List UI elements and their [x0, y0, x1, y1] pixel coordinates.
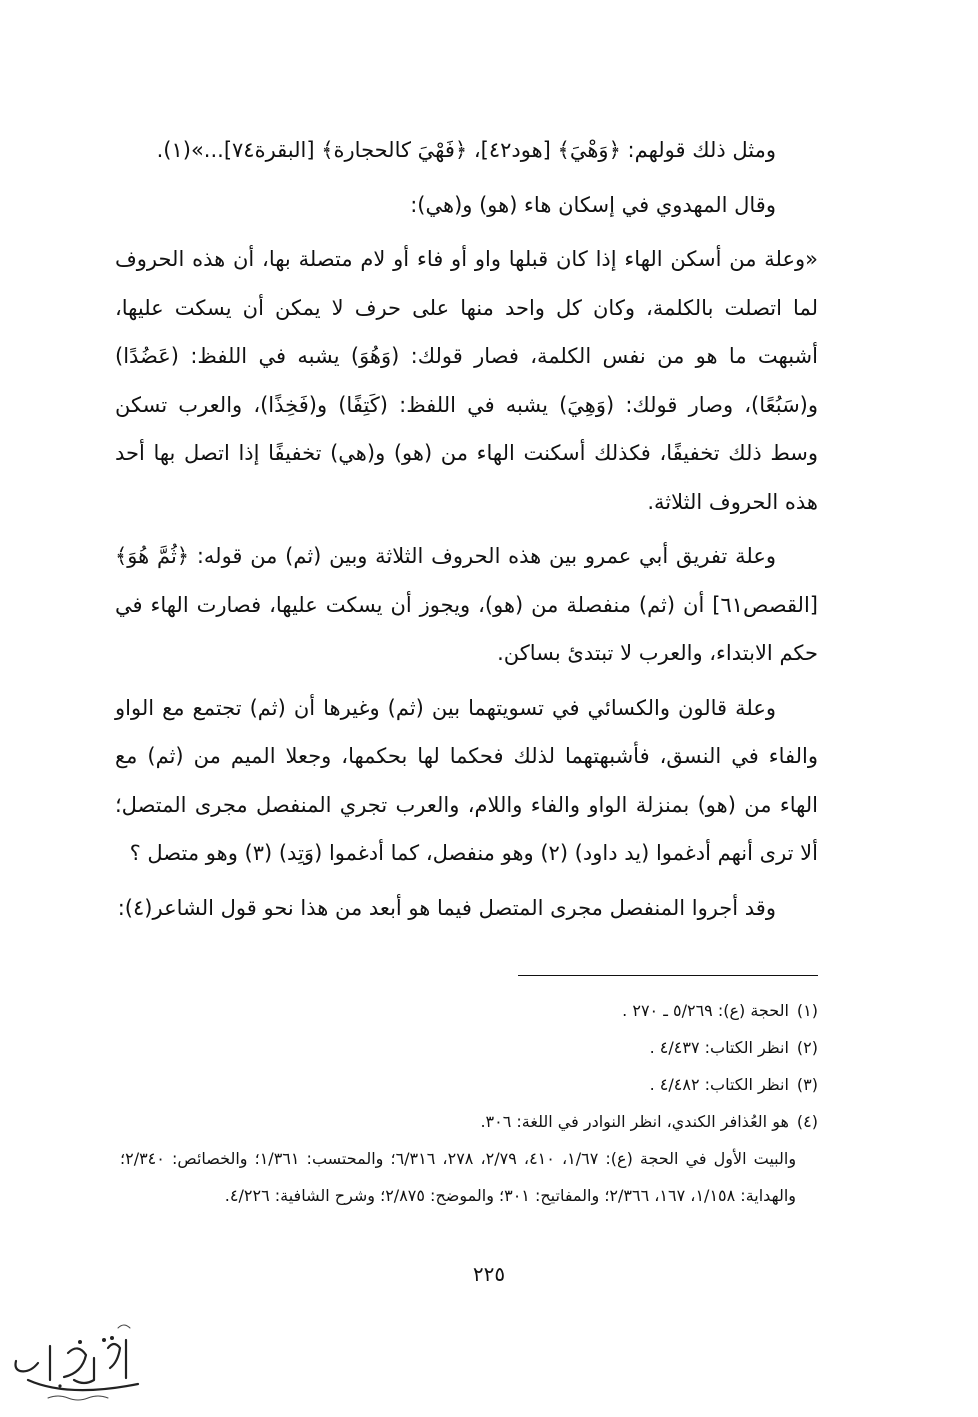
paragraph-1: ومثل ذلك قولهم: ﴿وَهْيَ﴾ [هود٤٢]، ﴿فَهْيَ كالحجارة﴾ [البقرة٧٤]...»(١).	[156, 138, 776, 162]
paragraph-2: وقال المهدوي في إسكان هاء (هو) و(هي):	[410, 192, 776, 217]
footnote-text: هو العُذافر الكندي، انظر النوادر في اللغة: ٣٠٦.	[480, 1112, 789, 1131]
footnote-4-continuation: والبيت الأول في الحجة (ع): ١/٦٧، ٤١٠، ٢/٧٩، ٢٧٨، ٦/٣١٦؛ والمحتسب: ١/٣٦١؛ والخصائص: ٢/٣٤٠؛ والهداية: ١/١٥٨، ١٦٧، ٢/٣٦٦؛ والمفاتيح: ٣٠١؛ والموضح: ٢/٨٧٥؛ وشرح الشافية: ٤/٢٢٦.	[120, 1149, 797, 1205]
footnote-number: (٤)	[796, 1112, 818, 1131]
footnote-1	[120, 992, 818, 1029]
footnote-text: الحجة (ع): ٥/٢٦٩ ـ ٢٧٠ .	[622, 1001, 789, 1020]
footnote-separator	[518, 975, 818, 976]
page-number: ٢٢٥	[472, 1262, 506, 1286]
paragraph-4: وعلة تفريق أبي عمرو بين هذه الحروف الثلاثة وبين (ثم) من قوله: ﴿ثُمَّ هُوَ﴾ [القصص٦١] أن (ثم) منفصلة من (هو)، ويجوز أن يسكت عليها، فصارت الهاء في حكم الابتداء، والعرب لا تبتدئ بساكن.	[115, 544, 818, 665]
footnote-number: (٣)	[796, 1075, 818, 1094]
paragraph-3-quote: «وعلة من أسكن الهاء إذا كان قبلها واو أو فاء أو لام متصلة بها، أن هذه الحروف لما اتصلت بالكلمة، وكان كل واحد منها على حرف لا يمكن أن يسكت عليها، أشبهت ما هو من نفس الكلمة، فصار قولك: (وَهُوَ) يشبه في اللفظ: (عَضُدًا) و(سَبُعًا)، وصار قولك: (وَهِيَ) يشبه في اللفظ: (كَتِفًا) و(فَخِذًا)، والعرب تسكن وسط ذلك تخفيفًا، فكذلك أسكنت الهاء من (هو) و(هي) تخفيفًا إذا اتصل بها أحد هذه الحروف الثلاثة.	[115, 247, 818, 514]
calligraphy-stamp-logo	[8, 1318, 158, 1413]
main-text	[115, 126, 818, 938]
footnote-number: (٢)	[796, 1038, 818, 1057]
paragraph-5: وعلة قالون والكسائي في تسويتهما بين (ثم) وغيرها أن (ثم) تجتمع مع الواو والفاء في النسق، فأشبهتهما لذلك فحكما لها بحكمها، وجعلا الميم من (ثم) مع الهاء من (هو) بمنزلة الواو والفاء واللام، والعرب تجري المنفصل مجرى المتصل؛ ألا ترى أنهم أدغموا (يد داود) (٢) وهو منفصل، كما أدغموا (وَتِد) (٣) وهو متصل ؟	[115, 695, 818, 865]
footnote-text: انظر الكتاب: ٤/٤٨٢ .	[649, 1075, 789, 1094]
footnotes	[120, 992, 818, 1214]
paragraph-6: وقد أجروا المنفصل مجرى المتصل فيما هو أبعد من هذا نحو قول الشاعر(٤):	[117, 895, 776, 920]
footnote-text: انظر الكتاب: ٤/٤٣٧ .	[649, 1038, 789, 1057]
footnote-3	[120, 1066, 818, 1103]
footnote-2	[120, 1029, 818, 1066]
footnote-4	[120, 1103, 818, 1140]
footnote-number: (١)	[796, 1001, 818, 1020]
